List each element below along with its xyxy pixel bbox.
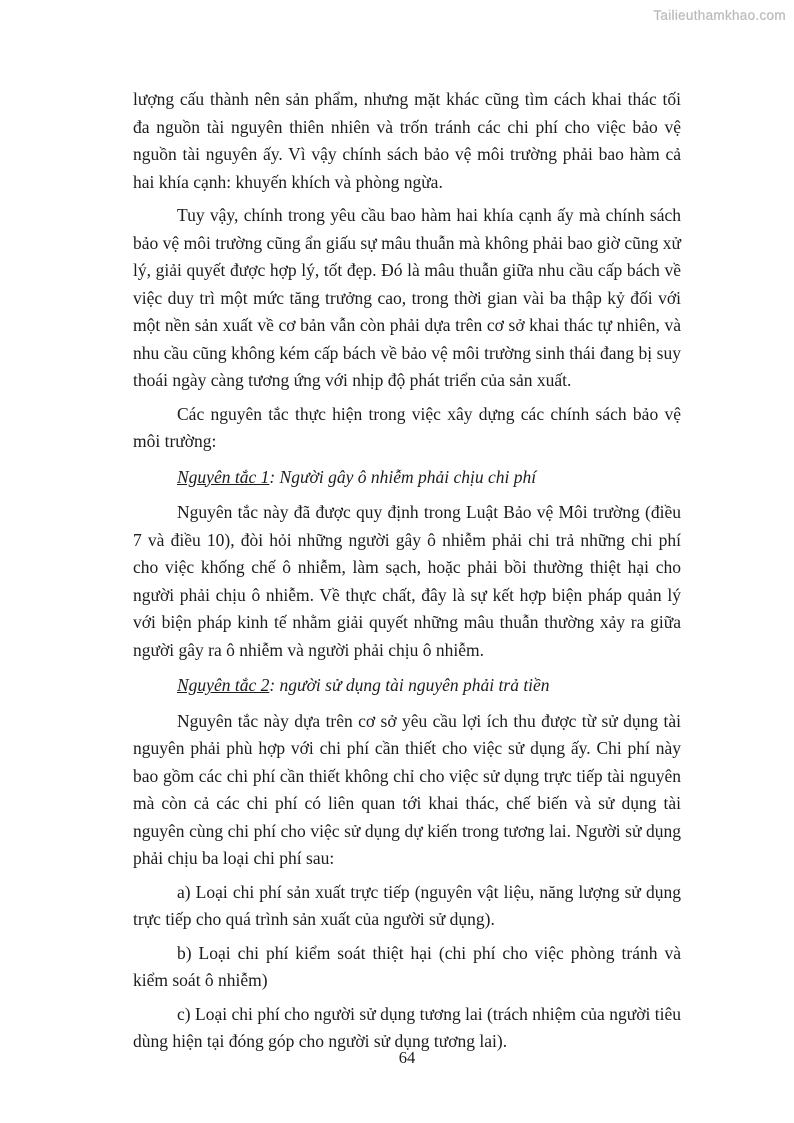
principle-2-title: : người sử dụng tài nguyên phải trả tiền — [269, 675, 550, 695]
paragraph-policy-contradiction: Tuy vậy, chính trong yêu cầu bao hàm hai khía cạnh ấy mà chính sách bảo vệ môi trường cũng ẩn giấu sự mâu thuẫn mà không phải bao giờ cũng xử lý, giải quyết được hợp lý, tốt đẹp. Đó là mâu thuẫn giữa nhu cầu cấp bách về việc duy trì một mức tăng trưởng cao, trong thời gian vài ba thập kỷ đối với một nền sản xuất về cơ bản vẫn còn phải dựa trên cơ sở khai thác tự nhiên, và nhu cầu cũng không kém cấp bách về bảo vệ môi trường sinh thái đang bị suy thoái ngày càng tương ứng với nhịp độ phát triển của sản xuất. — [133, 205, 681, 390]
principle-1-label: Nguyên tắc 1 — [177, 466, 270, 487]
principle-2-heading — [133, 672, 681, 700]
watermark: Tailieuthamkhao.com — [653, 8, 786, 23]
paragraph-principle-1-body: Nguyên tắc này đã được quy định trong Luật Bảo vệ Môi trường (điều 7 và điều 10), đòi hỏi những người gây ô nhiễm phải chi trả những chi phí cho việc khống chế ô nhiễm, làm sạch, hoặc phải bồi thường thiệt hại cho người phải chịu ô nhiễm. Về thực chất, đây là sự kết hợp biện pháp quản lý với biện pháp kinh tế nhằm giải quyết những mâu thuẫn thường xảy ra giữa người gây ra ô nhiễm và người phải chịu ô nhiễm. — [133, 502, 681, 660]
list-item-c: c) Loại chi phí cho người sử dụng tương lai (trách nhiệm của người tiêu dùng hiện tại đóng góp cho người sử dụng tương lai). — [133, 1003, 681, 1051]
paragraph-principles-intro: Các nguyên tắc thực hiện trong việc xây dựng các chính sách bảo vệ môi trường: — [133, 403, 681, 451]
page-number: 64 — [398, 1048, 416, 1067]
principle-1-title: : Người gây ô nhiễm phải chịu chi phí — [269, 466, 537, 487]
paragraph-continuation: lượng cấu thành nên sản phẩm, nhưng mặt khác cũng tìm cách khai thác tối đa nguồn tài nguyên thiên nhiên và trốn tránh các chi phí cho việc bảo vệ nguồn tài nguyên ấy. Vì vậy chính sách bảo vệ môi trường phải bao hàm cả hai khía cạnh: khuyến khích và phòng ngừa. — [133, 89, 681, 192]
page-content — [133, 86, 681, 1062]
list-item-a: a) Loại chi phí sản xuất trực tiếp (nguyên vật liệu, năng lượng sử dụng trực tiếp cho quá trình sản xuất của người sử dụng). — [133, 881, 681, 929]
list-item-b: b) Loại chi phí kiểm soát thiệt hại (chi phí cho việc phòng tránh và kiểm soát ô nhiễm) — [133, 942, 681, 990]
principle-2-label: Nguyên tắc 2 — [177, 675, 270, 695]
principle-1-heading — [133, 464, 681, 492]
paragraph-principle-2-body: Nguyên tắc này dựa trên cơ sở yêu cầu lợi ích thu được từ sử dụng tài nguyên phải phù hợp với chi phí cần thiết cho việc sử dụng ấy. Chi phí này bao gồm các chi phí cần thiết không chỉ cho việc sử dụng trực tiếp tài nguyên mà còn cả các chi phí có liên quan tới khai thác, chế biến và sử dụng tài nguyên cùng chi phí cho việc sử dụng dự kiến trong tương lai. Người sử dụng phải chịu ba loại chi phí sau: — [133, 710, 681, 868]
